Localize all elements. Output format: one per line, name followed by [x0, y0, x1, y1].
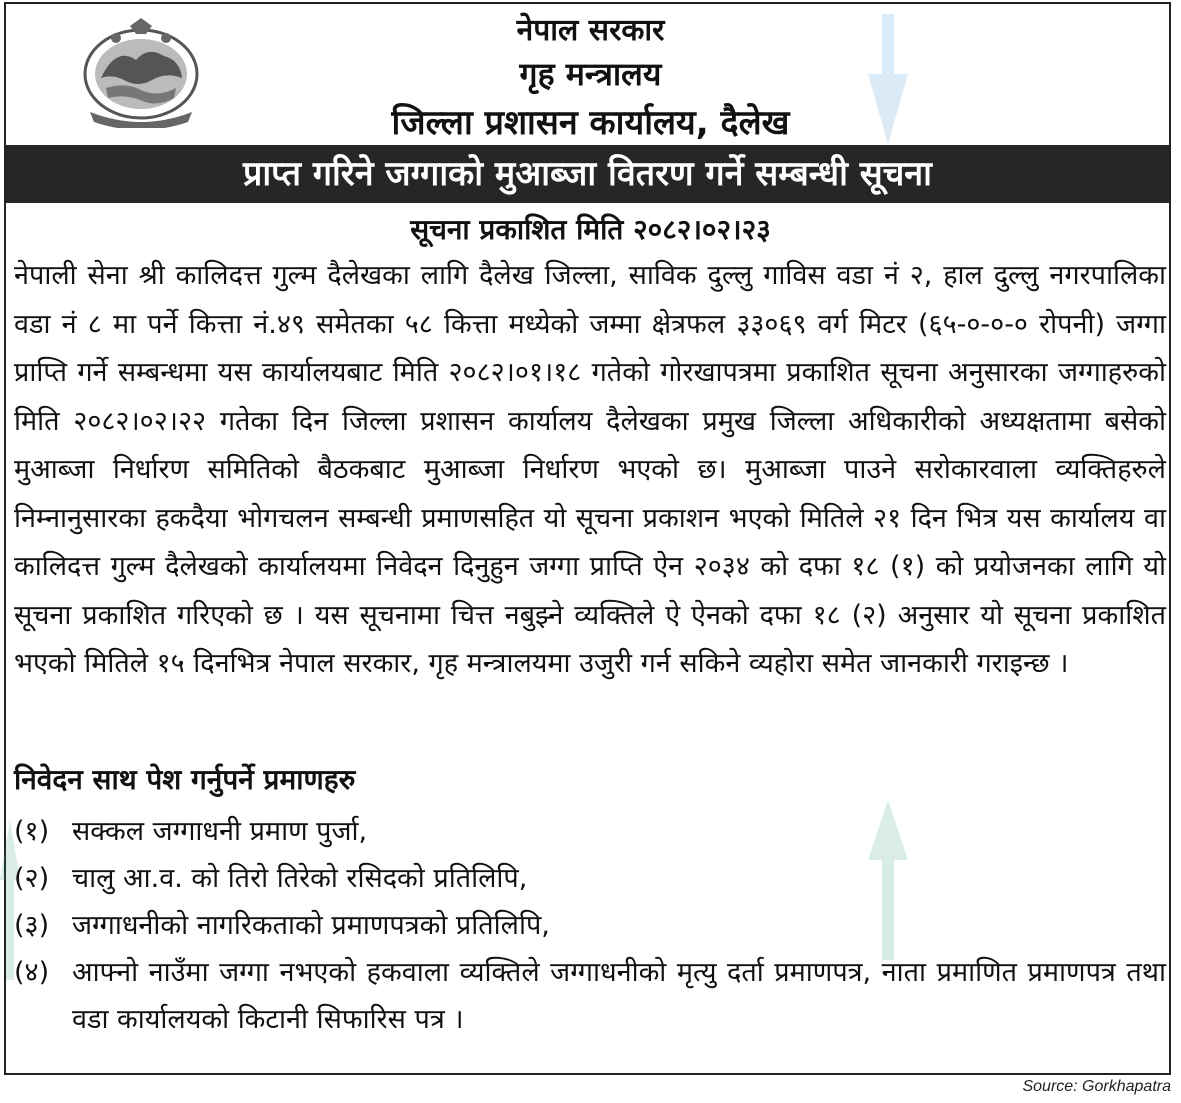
list-item: [14, 808, 1166, 855]
list-item-number: (२): [14, 863, 50, 894]
list-item-text: सक्कल जग्गाधनी प्रमाण पुर्जा,: [72, 816, 368, 847]
list-item-number: (१): [14, 816, 50, 847]
list-item-text: जग्गाधनीको नागरिकताको प्रमाणपत्रको प्रतिलिपि,: [72, 910, 550, 941]
list-item: [14, 949, 1166, 1043]
requirements-list: [14, 808, 1166, 1043]
notice-title-banner: प्राप्त गरिने जग्गाको मुआब्जा वितरण गर्ने सम्बन्धी सूचना: [6, 145, 1169, 203]
header-office: जिल्ला प्रशासन कार्यालय, दैलेख: [391, 103, 790, 143]
header-ministry: गृह मन्त्रालय: [519, 55, 662, 93]
header-country: नेपाल सरकार: [516, 13, 665, 48]
list-item: [14, 902, 1166, 949]
list-item: [14, 855, 1166, 902]
list-item-number: (३): [14, 910, 50, 941]
list-item-text: चालु आ.व. को तिरो तिरेको रसिदको प्रतिलिपि,: [72, 863, 528, 894]
requirements-title: निवेदन साथ पेश गर्नुपर्ने प्रमाणहरु: [14, 763, 356, 796]
source-credit: Source: Gorkhapatra: [1022, 1078, 1171, 1095]
list-item-text: आफ्नो नाउँमा जग्गा नभएको हकवाला व्यक्तिले जग्गाधनीको मृत्यु दर्ता प्रमाणपत्र, नाता प्रमाणित प्रमाणपत्र तथा वडा कार्यालयको किटानी सिफारिस पत्र ।: [72, 957, 1166, 1035]
list-item-number: (४): [14, 957, 50, 988]
published-date: सूचना प्रकाशित मिति २०८२।०२।२३: [410, 213, 771, 246]
notice-body: नेपाली सेना श्री कालिदत्त गुल्म दैलेखका लागि दैलेख जिल्ला, साविक दुल्लु गाविस वडा नं २, हाल दुल्लु नगरपालिका वडा नं ८ मा पर्ने कित्ता नं.४९ समेतका ५८ कित्ता मध्येको जम्मा क्षेत्रफल ३३०६९ वर्ग मिटर (६५-०-०-० रोपनी) जग्गा प्राप्ति गर्ने सम्बन्धमा यस कार्यालयबाट मिति २०८२।०१।१८ गतेको गोरखापत्रमा प्रकाशित सूचना अनुसारका जग्गाहरुको मिति २०८२।०२।२२ गतेका दिन जिल्ला प्रशासन कार्यालय दैलेखका प्रमुख जिल्ला अधिकारीको अध्यक्षतामा बसेको मुआब्जा निर्धारण समितिको बैठकबाट मुआब्जा निर्धारण भएको छ। मुआब्जा पाउने सरोकारवाला व्यक्तिहरुले निम्नानुसारका हकदैया भोगचलन सम्बन्धी प्रमाणसहित यो सूचना प्रकाशन भएको मितिले २१ दिन भित्र यस कार्यालय वा कालिदत्त गुल्म दैलेखको कार्यालयमा निवेदन दिनुहुन जग्गा प्राप्ति ऐन २०३४ को दफा १८ (१) को प्रयोजनका लागि यो सूचना प्रकाशित गरिएको छ । यस सूचनामा चित्त नबुझ्ने व्यक्तिले ऐ ऐनको दफा १८ (२) अनुसार यो सूचना प्रकाशित भएको मितिले १५ दिनभित्र नेपाल सरकार, गृह मन्त्रालयमा उजुरी गर्न सकिने व्यहोरा समेत जानकारी गराइन्छ ।: [14, 260, 1166, 679]
